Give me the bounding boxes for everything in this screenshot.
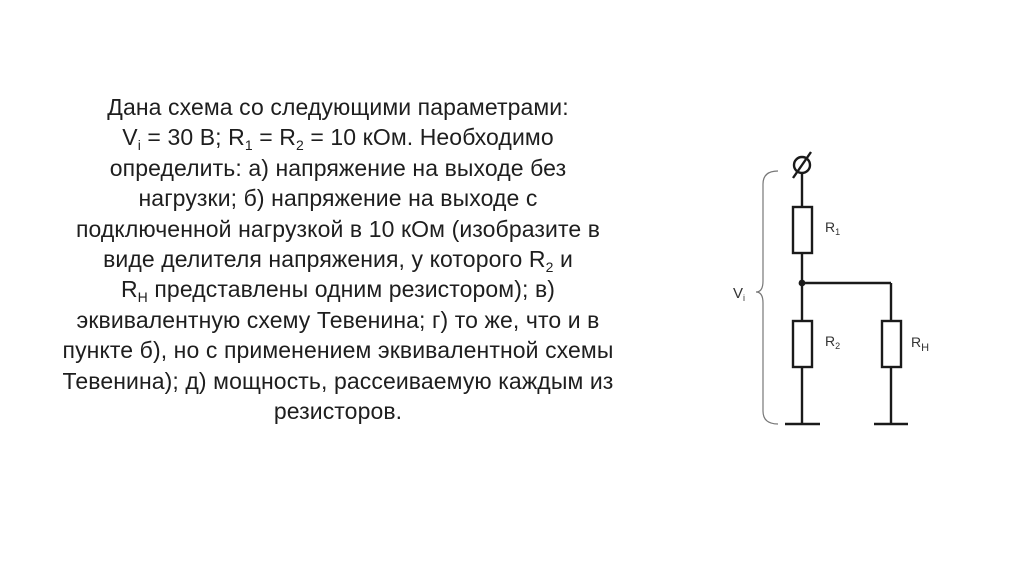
r2-subscript-line-6: 2 [545, 259, 554, 276]
r1-label: $R_1$ [825, 219, 841, 237]
problem-line-10: Тевенина); д) мощность, рассеиваемую каждым из [62, 367, 614, 394]
vi-symbol: V [122, 124, 138, 151]
resistor-r2 [793, 321, 812, 367]
rh-subscript: Н [137, 289, 148, 306]
problem-line-5: подключенной нагрузкой в 10 кОм (изобразите в [75, 215, 601, 242]
vi-subscript: i [137, 137, 141, 154]
problem-line-2-part-c: = R [252, 124, 296, 151]
problem-line-9: пункте б), но с применением эквивалентной схемы [62, 337, 614, 364]
vi-label: $V_i$ [733, 285, 746, 303]
problem-line-7-part-b: представлены одним резистором); в) [147, 276, 556, 303]
problem-line-1: Дана схема со следующими параметрами: [107, 94, 569, 120]
problem-line-3: определить: а) напряжение на выходе без [109, 154, 567, 181]
rh-label: $R_Н$ [911, 334, 930, 354]
problem-line-2-part-b: = 30 В; R [140, 124, 245, 151]
r1-subscript: 1 [244, 137, 253, 154]
problem-line-6-part-b: и [553, 246, 573, 273]
problem-line-6-part-a: виде делителя напряжения, у которого R [103, 246, 546, 273]
rh-symbol: R [120, 276, 138, 303]
resistor-rh [882, 321, 901, 367]
r2-subscript: 2 [295, 137, 304, 154]
problem-line-2-part-d: = 10 кОм. Необходимо [303, 124, 554, 151]
r2-label: $R_2$ [825, 333, 841, 351]
resistor-r1 [793, 207, 812, 253]
problem-line-4: нагрузки; б) напряжение на выходе с [138, 185, 538, 212]
problem-line-8: эквивалентную схему Тевенина; г) то же, что и в [76, 306, 600, 333]
problem-line-11: резисторов. [273, 398, 403, 425]
vi-brace [756, 171, 778, 424]
